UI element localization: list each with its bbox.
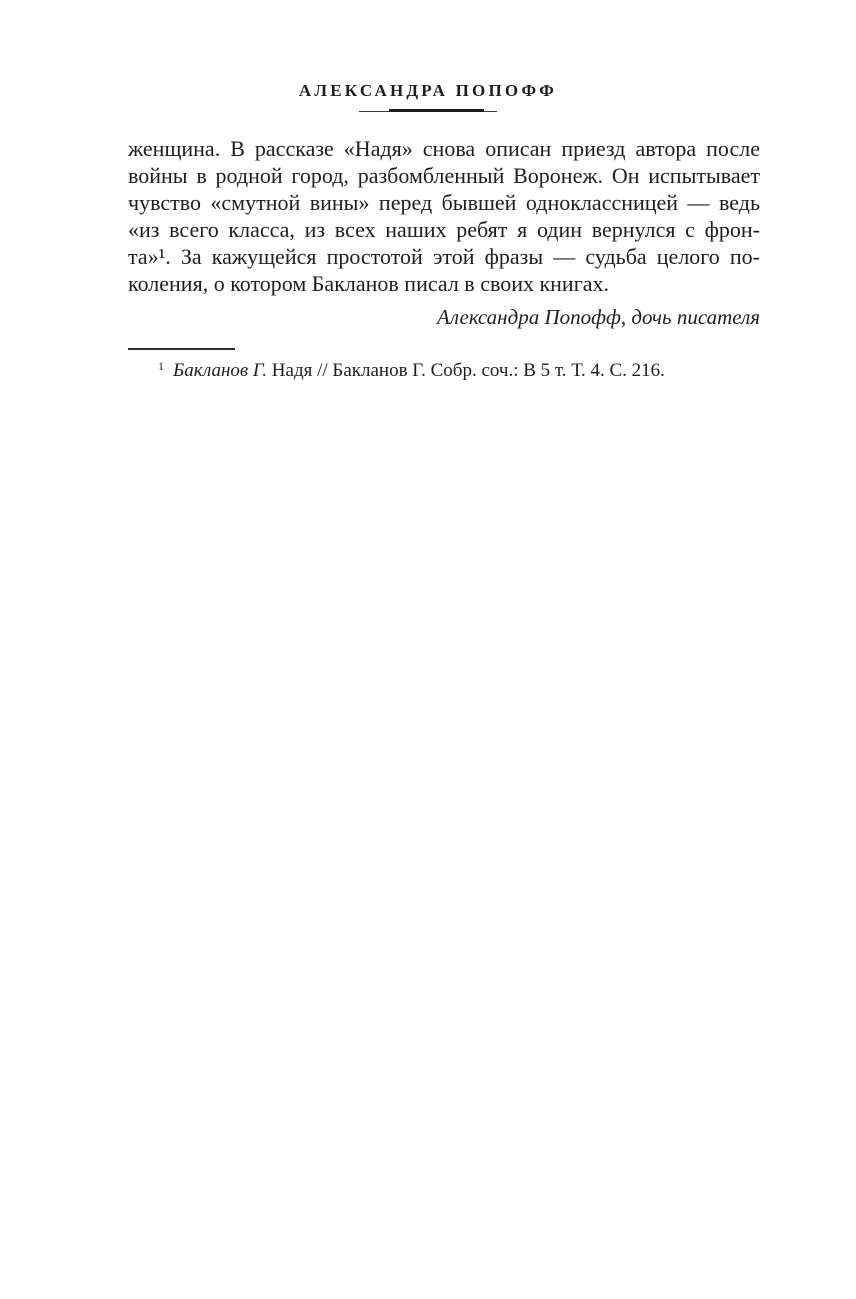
- attribution-line: Александра Попофф, дочь писателя: [437, 305, 760, 329]
- footnote-marker: 1: [158, 359, 164, 373]
- footnote-text: Надя // Бакланов Г. Собр. соч.: В 5 т. Т. 4. С. 216.: [271, 360, 665, 381]
- footnote: [128, 359, 760, 384]
- running-head-title: АЛЕКСАНДРА ПОПОФФ: [298, 81, 558, 100]
- footnote-separator-rule: [128, 348, 235, 350]
- ornament-thick-rule: [389, 109, 484, 112]
- paragraph-line-1: женщина. В рассказе «Надя» снова описан приезд автора после: [128, 136, 760, 161]
- paragraph-line-2: войны в родной город, разбомбленный Воронеж. Он испытывает: [128, 163, 760, 188]
- footnote-author: Бакланов Г.: [173, 360, 268, 381]
- paragraph-line-6: коления, о котором Бакланов писал в своих книгах.: [128, 271, 609, 296]
- paragraph-line-5: та»¹. За кажущейся простотой этой фразы — судьба целого по-: [128, 244, 760, 269]
- paragraph-line-4: «из всего класса, из всех наших ребят я один вернулся с фрон-: [128, 217, 760, 242]
- paragraph-line-3: чувство «смутной вины» перед бывшей одноклассницей — ведь: [128, 190, 760, 215]
- page-header: [0, 0, 856, 114]
- body-paragraph: [128, 135, 760, 297]
- header-ornament-rule: [359, 109, 497, 114]
